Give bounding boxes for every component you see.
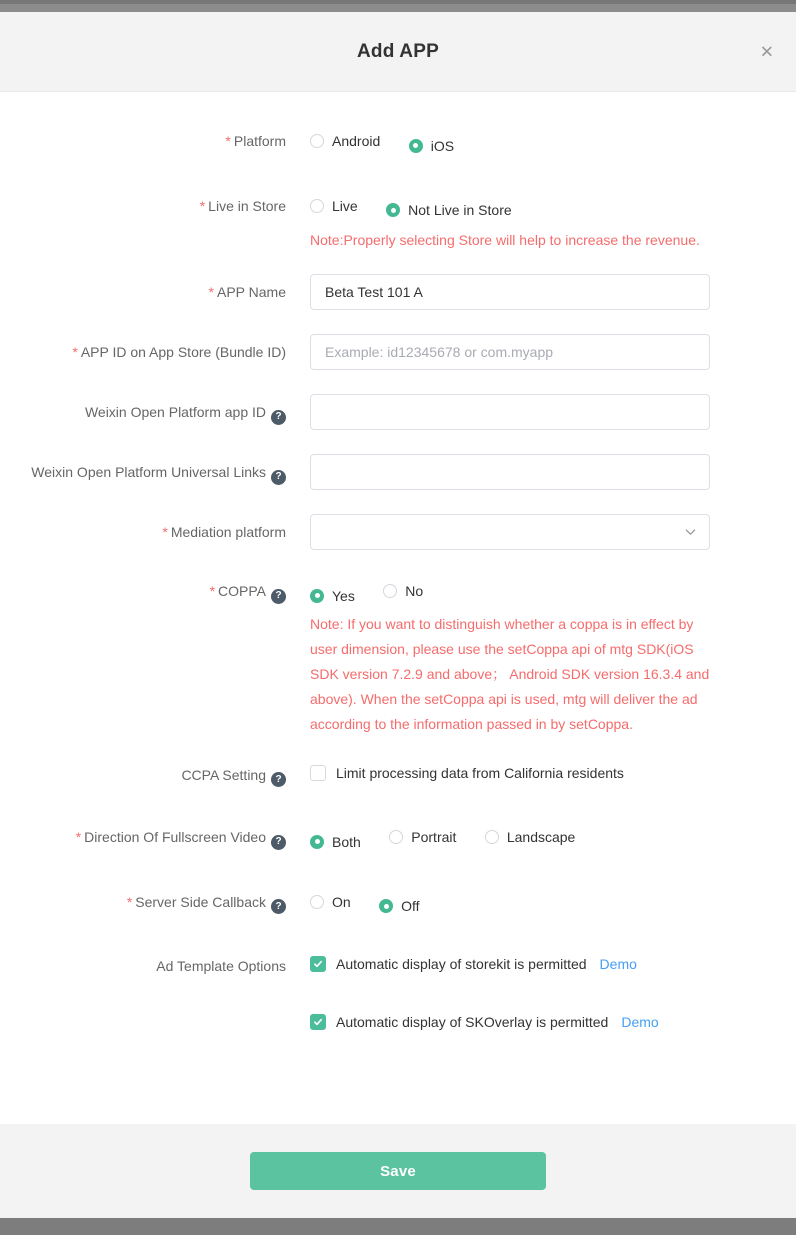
required-mark: * bbox=[75, 829, 82, 845]
modal-title: Add APP bbox=[357, 40, 439, 62]
app-name-input[interactable] bbox=[310, 274, 710, 310]
radio-coppa-no[interactable] bbox=[383, 581, 423, 601]
radio-off[interactable] bbox=[379, 896, 419, 916]
mediation-platform-label bbox=[0, 514, 310, 550]
label-text: COPPA bbox=[218, 583, 266, 599]
coppa-note: Note: If you want to distinguish whether a coppa is in effect by user dimension, please use the setCoppa api of mtg SDK(iOS SDK version 7.2.9 and above； Android SDK version 16.3.4 and above). When the setCoppa api is used, mtg will deliver the ad according to the information passed in by setCoppa. bbox=[310, 615, 710, 732]
ad-template-options bbox=[310, 956, 734, 1032]
radio-checked-icon bbox=[379, 899, 393, 913]
direction-options bbox=[310, 827, 734, 852]
live-in-store-row bbox=[0, 196, 796, 254]
required-mark: * bbox=[199, 197, 206, 214]
required-mark: * bbox=[126, 893, 133, 910]
label-text: APP ID on App Store (Bundle ID) bbox=[80, 344, 286, 360]
radio-portrait[interactable] bbox=[389, 827, 456, 847]
radio-unchecked-icon bbox=[389, 830, 403, 844]
radio-unchecked-icon bbox=[310, 895, 324, 909]
window-bottom-bar bbox=[0, 1218, 796, 1235]
help-icon[interactable]: ? bbox=[271, 410, 286, 425]
required-mark: * bbox=[209, 583, 216, 599]
label-text: Live in Store bbox=[208, 197, 286, 214]
ccpa-label bbox=[0, 765, 310, 788]
radio-label: No bbox=[405, 583, 424, 599]
radio-checked-icon bbox=[310, 589, 324, 603]
radio-android[interactable] bbox=[310, 131, 380, 151]
ad-template-row bbox=[0, 956, 796, 1032]
radio-not-live[interactable] bbox=[386, 200, 512, 220]
required-mark: * bbox=[162, 524, 168, 540]
radio-live[interactable] bbox=[310, 196, 358, 216]
label-text: Ad Template Options bbox=[156, 958, 286, 974]
checkbox-checked-icon bbox=[310, 956, 326, 972]
chevron-down-icon bbox=[684, 526, 697, 539]
radio-label: iOS bbox=[430, 137, 455, 154]
label-text: Weixin Open Platform app ID bbox=[84, 404, 266, 420]
live-in-store-label bbox=[0, 196, 310, 254]
help-icon[interactable]: ? bbox=[271, 835, 286, 850]
help-icon[interactable]: ? bbox=[271, 772, 286, 787]
radio-label: Android bbox=[332, 133, 381, 149]
radio-label: Live bbox=[332, 197, 358, 214]
app-name-label bbox=[0, 274, 310, 310]
label-text: APP Name bbox=[217, 284, 286, 300]
required-mark: * bbox=[72, 344, 78, 360]
close-icon[interactable]: ✕ bbox=[759, 42, 774, 61]
radio-checked-icon bbox=[310, 835, 324, 849]
weixin-universal-links-row bbox=[0, 454, 796, 490]
radio-label: Landscape bbox=[506, 829, 576, 845]
direction-label bbox=[0, 827, 310, 852]
label-text: Platform bbox=[233, 133, 286, 149]
radio-label: On bbox=[332, 893, 351, 910]
help-icon[interactable]: ? bbox=[271, 899, 286, 914]
direction-row bbox=[0, 827, 796, 852]
platform-label bbox=[0, 131, 310, 156]
server-callback-label bbox=[0, 892, 310, 917]
radio-checked-icon bbox=[409, 139, 423, 153]
window-top-bar bbox=[0, 0, 796, 12]
radio-coppa-yes[interactable] bbox=[310, 586, 355, 606]
required-mark: * bbox=[225, 133, 231, 149]
checkbox-label: Automatic display of storekit is permitted bbox=[336, 956, 587, 972]
live-in-store-note: Note:Properly selecting Store will help to increase the revenue. bbox=[310, 232, 700, 248]
radio-landscape[interactable] bbox=[485, 827, 576, 847]
modal-body bbox=[0, 92, 796, 1124]
save-button[interactable]: Save bbox=[250, 1152, 546, 1190]
label-text: Server Side Callback bbox=[135, 893, 266, 910]
server-callback-row bbox=[0, 892, 796, 917]
checkbox-label: Limit processing data from California residents bbox=[336, 764, 624, 781]
checkbox-checked-icon bbox=[310, 1014, 326, 1030]
radio-label: Portrait bbox=[411, 829, 457, 845]
radio-unchecked-icon bbox=[383, 584, 397, 598]
live-in-store-options bbox=[310, 196, 734, 254]
label-text: Weixin Open Platform Universal Links bbox=[31, 464, 266, 480]
radio-unchecked-icon bbox=[310, 199, 324, 213]
radio-label: Off bbox=[401, 898, 420, 914]
weixin-app-id-row bbox=[0, 394, 796, 430]
ad-template-label bbox=[0, 956, 310, 1032]
platform-options bbox=[310, 131, 734, 156]
label-text: CCPA Setting bbox=[181, 766, 266, 783]
weixin-app-id-label bbox=[0, 394, 310, 430]
app-name-row bbox=[0, 274, 796, 310]
radio-checked-icon bbox=[386, 203, 400, 217]
radio-label: Both bbox=[332, 833, 361, 850]
skoverlay-checkbox[interactable] bbox=[310, 1014, 608, 1030]
radio-both[interactable] bbox=[310, 832, 361, 852]
weixin-app-id-input[interactable] bbox=[310, 394, 710, 430]
skoverlay-demo-link[interactable]: Demo bbox=[621, 1014, 659, 1030]
bundle-id-row bbox=[0, 334, 796, 370]
weixin-universal-links-input[interactable] bbox=[310, 454, 710, 490]
radio-unchecked-icon bbox=[310, 134, 324, 148]
mediation-platform-select[interactable] bbox=[310, 514, 710, 550]
label-text: Mediation platform bbox=[170, 524, 286, 540]
help-icon[interactable]: ? bbox=[271, 589, 286, 604]
radio-unchecked-icon bbox=[485, 830, 499, 844]
modal-header bbox=[0, 12, 796, 92]
weixin-universal-links-label bbox=[0, 454, 310, 490]
bundle-id-label bbox=[0, 334, 310, 370]
server-callback-options bbox=[310, 892, 734, 917]
modal-footer bbox=[0, 1124, 796, 1218]
checkbox-unchecked-icon bbox=[310, 765, 326, 781]
help-icon[interactable]: ? bbox=[271, 470, 286, 485]
ccpa-row bbox=[0, 765, 796, 788]
mediation-platform-row bbox=[0, 514, 796, 550]
platform-row bbox=[0, 131, 796, 156]
coppa-label bbox=[0, 581, 310, 737]
radio-label: Not Live in Store bbox=[408, 202, 512, 218]
bundle-id-input[interactable] bbox=[310, 334, 710, 370]
ccpa-checkbox[interactable] bbox=[310, 765, 624, 781]
radio-ios[interactable] bbox=[409, 136, 454, 156]
radio-on[interactable] bbox=[310, 892, 351, 912]
coppa-row bbox=[0, 581, 796, 737]
label-text: Direction Of Fullscreen Video bbox=[84, 829, 266, 845]
storekit-checkbox[interactable] bbox=[310, 956, 587, 972]
storekit-demo-link[interactable]: Demo bbox=[599, 956, 637, 972]
checkbox-label: Automatic display of SKOverlay is permitted bbox=[336, 1014, 609, 1030]
required-mark: * bbox=[208, 284, 214, 300]
radio-label: Yes bbox=[332, 587, 355, 604]
coppa-options bbox=[310, 581, 734, 737]
